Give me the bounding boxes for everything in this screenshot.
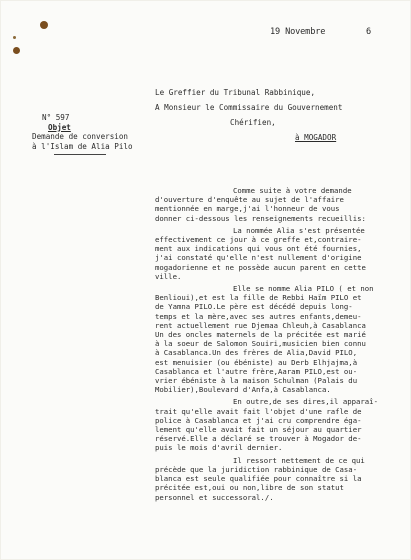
body-line: blanca est seule qualifiée pour connaître si la [155,474,362,484]
body-line: lement qu'elle avait fait un séjour au quartier [155,425,362,435]
subject-line: Demande de conversion [32,132,129,141]
body-line: La nommée Alia s'est présentée [233,225,365,235]
recipient-city: à MOGADOR [295,133,337,142]
body-line: mentionnée en marge,j'ai l'honneur de vous [155,204,340,214]
ink-spot-mark [13,36,16,39]
reference-number: N° 597 [42,113,70,122]
body-paragraph [155,186,405,223]
page-number: 6 [366,27,372,37]
body-paragraph [155,284,405,394]
body-line: de Yamna PILO.Le père est décédé depuis long- [155,302,353,312]
punch-hole-mark [13,47,20,54]
body-line: trait qu'elle avait fait l'objet d'une rafle de [155,406,362,416]
body-line: personnel et successoral./. [155,492,274,502]
subject-line: à l'Islam de Alia Pilo [32,141,133,151]
body-line: Comme suite à votre demande [233,186,352,195]
body-line: police à Casablanca et j'ai cru comprendre éga- [155,415,362,425]
body-line: Casablanca et l'autre frère,Aaram PILO,est ou- [155,366,358,376]
body-line: ville. [155,271,182,281]
body-line: mogadorienne et ne possède aucun parent en cette [155,262,366,272]
body-line: Elle se nomme Alia PILO ( et non [233,284,374,294]
body-paragraph [155,226,405,281]
letter-date: 19 Novembre [270,27,326,37]
addressee-block [155,85,342,145]
body-line: effectivement ce jour à ce greffe et,contraire- [155,235,362,245]
body-line: Il ressort nettement de ce qui [233,455,365,465]
body-line: d'ouverture d'enquête au sujet de l'affaire [155,195,344,205]
letter-body [155,186,405,505]
body-line: rent actuellement rue Djemaa Chleuh,à Casablanca [155,320,366,330]
punch-hole-mark [40,21,48,29]
body-line: ment aux indications qui vous ont été fournies, [155,244,362,254]
body-line: précède que la juridiction rabbinique de Casa- [155,464,358,474]
body-line: j'ai constaté qu'elle n'est nullement d'origine [155,253,362,263]
body-line: réservé.Elle a déclaré se trouver à Mogador de- [155,434,362,444]
recipient-line: Chérifien, [230,118,276,127]
subject-underline [54,154,106,155]
reference-block [32,113,133,155]
body-line: est menuisier (ou ébéniste) au Derb Elhjajma,à [155,357,358,367]
body-paragraph [155,397,405,452]
body-line: donner ci-dessous les renseignements recueillis: [155,213,366,223]
body-line: Mobilier),Boulevard d'Anfa,à Casablanca. [155,385,331,395]
body-line: à la soeur de Salomon Souiri,musicien bien connu [155,339,366,349]
body-line: vrier ébéniste à la maison Schulman (Palais du [155,376,358,386]
object-label: Objet [48,122,71,132]
body-line: En outre,de ses dires,il apparaî- [233,397,378,407]
body-line: puis le mois d'avril dernier. [155,443,283,453]
body-line: à Casablanca.Un des frères de Alia,David PILO, [155,348,358,358]
body-line: Benlioui),et est la fille de Rebbi Haïm PILO et [155,293,362,303]
body-line: temps et la mère,avec ses autres enfants,demeu- [155,311,362,321]
body-paragraph [155,456,405,502]
body-line: précitée est,oui ou non,libre de son statut [155,483,344,493]
sender-line: Le Greffier du Tribunal Rabbinique, [155,88,316,97]
body-line: Un des oncles maternels de la précitée est marié [155,330,366,340]
recipient-line: A Monsieur le Commissaire du Gouvernement [155,103,343,112]
